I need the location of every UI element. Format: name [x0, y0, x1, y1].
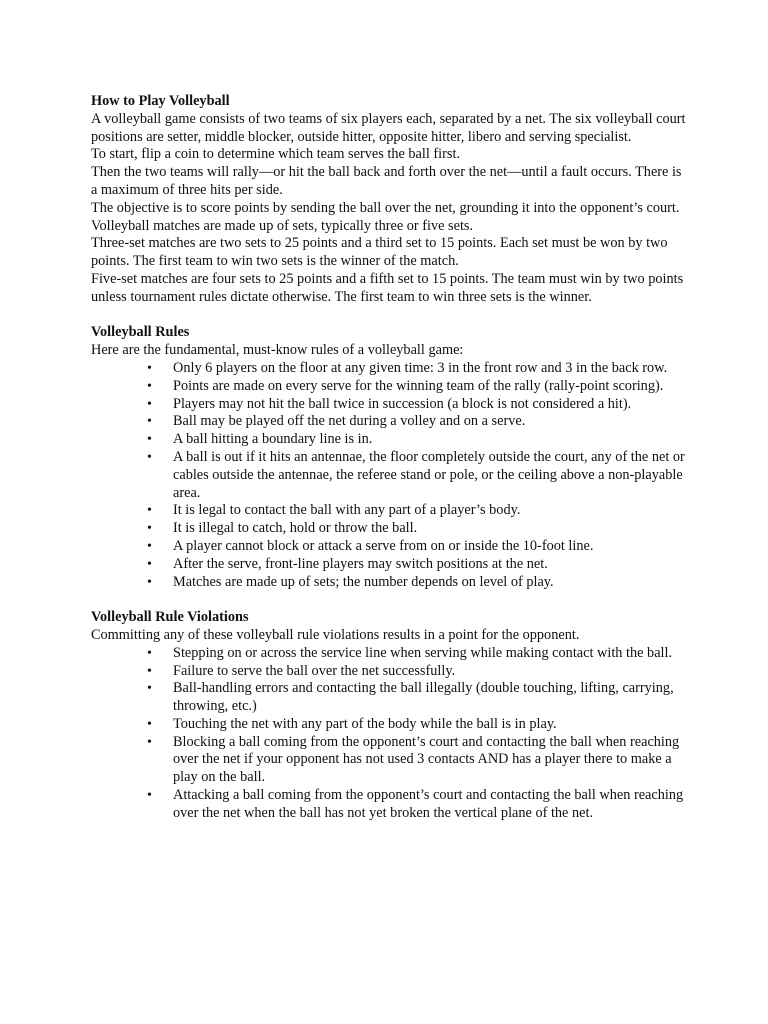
- bullet-icon: •: [147, 503, 152, 519]
- list-item-text: It is illegal to catch, hold or throw the ball.: [173, 520, 418, 537]
- list-item-text: After the serve, front-line players may switch positions at the net.: [173, 555, 548, 572]
- section-intro: Committing any of these volleyball rule violations results in a point for the opponent.: [91, 626, 580, 643]
- list-item: [91, 360, 691, 378]
- list-item-text: Stepping on or across the service line when serving while making contact with the ball.: [173, 644, 673, 661]
- list-item-text: It is legal to contact the ball with any part of a player’s body.: [173, 502, 521, 519]
- list-item: [91, 449, 691, 502]
- bullet-icon: •: [147, 449, 152, 465]
- bullet-icon: •: [147, 360, 152, 376]
- bullet-icon: •: [147, 734, 152, 750]
- list-item-text: Ball may be played off the net during a volley and on a serve.: [173, 413, 526, 430]
- bullet-icon: •: [147, 681, 152, 697]
- spacer: [91, 307, 691, 325]
- list-item: [91, 502, 691, 520]
- list-item-text: A ball is out if it hits an antennae, the floor completely outside the court, any of the net or cables outside the antennae, the referee stand or pole, or the ceiling above a non-playable area.: [173, 448, 685, 501]
- paragraph: Five-set matches are four sets to 25 points and a fifth set to 15 points. The team must win by two points unless tournament rules dictate otherwise. The first team to win three sets is the winner.: [91, 270, 684, 305]
- bullet-icon: •: [147, 432, 152, 448]
- section-intro: Here are the fundamental, must-know rules of a volleyball game:: [91, 342, 464, 359]
- bullet-icon: •: [147, 396, 152, 412]
- list-item-text: Points are made on every serve for the winning team of the rally (rally-point scoring).: [173, 377, 664, 394]
- bullet-icon: •: [147, 788, 152, 804]
- list-item: [91, 431, 691, 449]
- list-item-text: Matches are made up of sets; the number depends on level of play.: [173, 573, 554, 590]
- bullet-icon: •: [147, 414, 152, 430]
- paragraph: To start, flip a coin to determine which team serves the ball first.: [91, 146, 461, 163]
- paragraph: A volleyball game consists of two teams of six players each, separated by a net. The six volleyball court positions are setter, middle blocker, outside hitter, opposite hitter, libero and serving specialist.: [91, 110, 686, 145]
- list-item: [91, 396, 691, 414]
- section-heading-violations: Volleyball Rule Violations: [91, 609, 249, 626]
- list-item-text: Attacking a ball coming from the opponent’s court and contacting the ball when reaching over the net when the ball has not yet broken the vertical plane of the net.: [173, 787, 684, 821]
- bullet-icon: •: [147, 574, 152, 590]
- list-item: [91, 734, 691, 787]
- list-item: [91, 680, 691, 716]
- rules-list: [91, 360, 691, 591]
- bullet-icon: •: [147, 556, 152, 572]
- list-item: [91, 663, 691, 681]
- list-item-text: Ball-handling errors and contacting the ball illegally (double touching, lifting, carrying, throwing, etc.): [173, 680, 674, 715]
- list-item-text: Blocking a ball coming from the opponent’s court and contacting the ball when reaching over the net if your opponent has not used 3 contacts AND has a player there to make a play on the ball.: [173, 733, 680, 786]
- list-item: [91, 645, 691, 663]
- bullet-icon: •: [147, 538, 152, 554]
- paragraph: The objective is to score points by sending the ball over the net, grounding it into the opponent’s court.: [91, 199, 680, 216]
- bullet-icon: •: [147, 521, 152, 537]
- list-item: [91, 787, 691, 823]
- list-item-text: Only 6 players on the floor at any given time: 3 in the front row and 3 in the back row.: [173, 359, 668, 376]
- bullet-icon: •: [147, 645, 152, 661]
- list-item: [91, 413, 691, 431]
- paragraph: Volleyball matches are made up of sets, typically three or five sets.: [91, 217, 474, 234]
- list-item: [91, 378, 691, 396]
- list-item: [91, 538, 691, 556]
- section-heading-rules: Volleyball Rules: [91, 324, 190, 341]
- list-item-text: A player cannot block or attack a serve from on or inside the 10-foot line.: [173, 537, 594, 554]
- list-item: [91, 556, 691, 574]
- list-item: [91, 716, 691, 734]
- bullet-icon: •: [147, 378, 152, 394]
- violations-list: [91, 645, 691, 823]
- paragraph: Three-set matches are two sets to 25 points and a third set to 15 points. Each set must be won by two points. The first team to win two sets is the winner of the match.: [91, 235, 668, 270]
- bullet-icon: •: [147, 663, 152, 679]
- list-item: [91, 574, 691, 592]
- list-item-text: Failure to serve the ball over the net successfully.: [173, 662, 456, 679]
- list-item-text: A ball hitting a boundary line is in.: [173, 431, 373, 448]
- list-item: [91, 520, 691, 538]
- paragraph: Then the two teams will rally—or hit the ball back and forth over the net—until a fault occurs. There is a maximum of three hits per side.: [91, 164, 682, 198]
- section-heading-how-to-play: How to Play Volleyball: [91, 93, 230, 109]
- document-body: [91, 93, 691, 823]
- list-item-text: Touching the net with any part of the body while the ball is in play.: [173, 715, 557, 732]
- spacer: [91, 591, 691, 609]
- list-item-text: Players may not hit the ball twice in succession (a block is not considered a hit).: [173, 395, 632, 412]
- bullet-icon: •: [147, 716, 152, 732]
